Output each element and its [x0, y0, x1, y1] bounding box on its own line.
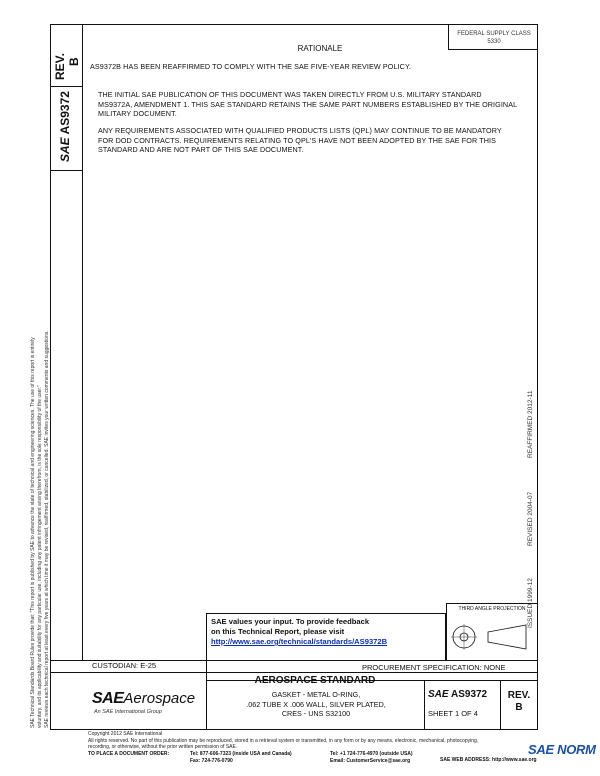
- revised-date: REVISED 2004-07: [527, 491, 534, 546]
- third-angle-projection-symbol: [450, 620, 534, 654]
- aerospace-standard-title: AEROSPACE STANDARD: [254, 675, 376, 686]
- title-divider-2: [424, 680, 425, 730]
- sae-aerospace-logo: SAEAerospace: [92, 690, 196, 707]
- bottom-legal-notes: Copyright 2012 SAE International All rights reserved. No part of this publication may be reproduced, stored in a retrieval system or transmitted, in any form or by any means, electronic, mechanical, photocopying, recording, or otherwise, without the prior written permission of SAE.: [88, 731, 479, 751]
- left-column-divider: [82, 24, 83, 660]
- title-doc-number: SAE AS9372: [428, 689, 488, 700]
- paragraph-origin: THE INITIAL SAE PUBLICATION OF THIS DOCUMENT WAS TAKEN DIRECTLY FROM U.S. MILITARY STANDARD MS9372A, AMENDMENT 1. THIS SAE STANDARD RETAINS THE SAME PART NUMBERS ESTABLISHED BY THE ORIGINAL MILITARY DOCUMENT.: [98, 90, 517, 118]
- sae-logo-mini: SAE: [58, 137, 72, 162]
- sae-web-address[interactable]: SAE WEB ADDRESS: http://www.sae.org: [440, 757, 537, 763]
- logo-subtitle: An SAE International Group: [94, 709, 162, 715]
- title-rev: REV. B: [507, 690, 531, 713]
- rev-box-divider: [50, 86, 83, 87]
- sae-norm-watermark: SAE NORM: [528, 742, 596, 757]
- custodian-row-bottom: [50, 672, 538, 673]
- order-phone: Tel: 877-606-7323 (inside USA and Canada) Fax: 724-776-0790: [190, 751, 292, 764]
- docnum-box-divider: [50, 170, 83, 171]
- reaffirmed-date: REAFFIRMED 2012-11: [527, 390, 534, 458]
- feedback-text: SAE values your input. To provide feedback on this Technical Report, please visit: [211, 617, 370, 636]
- procurement-text: PROCUREMENT SPECIFICATION: NONE: [362, 663, 506, 672]
- custodian-divider: [206, 660, 207, 672]
- sheet-number: SHEET 1 OF 4: [428, 709, 478, 718]
- paragraph-reaffirmed: AS9372B HAS BEEN REAFFIRMED TO COMPLY WITH THE SAE FIVE-YEAR REVIEW POLICY.: [90, 62, 412, 71]
- fsc-label: FEDERAL SUPPLY CLASS 5330: [457, 31, 531, 45]
- rationale-title: RATIONALE: [297, 44, 343, 53]
- order-contact: Tel: +1 724-776-4970 (outside USA) Email: CustomerService@sae.org: [330, 751, 413, 764]
- paragraph-qpl: ANY REQUIREMENTS ASSOCIATED WITH QUALIFIED PRODUCTS LISTS (QPL) MAY CONTINUE TO BE MANDATORY FOR DOD CONTRACTS. REQUIREMENTS RELATING TO QPL'S HAVE NOT BEEN ADOPTED BY THE SAE FOR THIS STANDARD AND ARE NOT PART OF THIS SAE DOCUMENT.: [98, 126, 502, 154]
- feedback-link[interactable]: http://www.sae.org/technical/standards/AS9372B: [211, 637, 388, 646]
- projection-label: THIRD ANGLE PROJECTION: [458, 606, 526, 612]
- custodian-text: CUSTODIAN: E-25: [92, 661, 157, 670]
- header-rev-value: B: [67, 57, 81, 66]
- order-label: TO PLACE A DOCUMENT ORDER:: [88, 751, 170, 757]
- part-description: GASKET - METAL O-RING, .062 TUBE X .006 WALL, SILVER PLATED, CRES - UNS S32100: [246, 690, 386, 718]
- header-doc-number: SAE AS9372: [58, 91, 72, 162]
- left-margin-notice: SAE Technical Standards Board Rules provide that: "This report is published by SAE to advance the state of technical and engineering sciences. The use of this report is entirely voluntary, and its applicability and suitability for any particular use, including any patent infringement arising therefrom, is the sole responsibility of the user." SAE reviews each technical report at least every five years at which time it may be revised, reaffirmed, stabilized, or cancelled. SAE invites your written comments and suggestions.: [30, 330, 50, 728]
- header-rev-label: REV.: [53, 53, 67, 80]
- issued-date: ISSUED 1999-12: [527, 578, 534, 628]
